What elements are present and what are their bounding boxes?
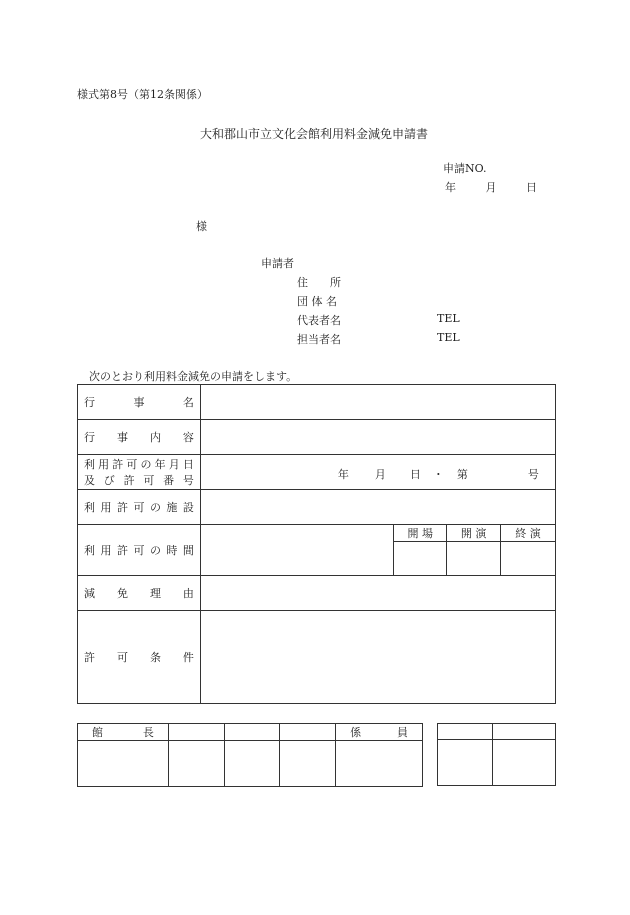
- reduction-reason-label: 減 免 理 由: [78, 576, 201, 611]
- reduction-reason-field[interactable]: [200, 576, 555, 611]
- event-content-field[interactable]: [200, 420, 555, 455]
- director-stamp[interactable]: [78, 741, 169, 787]
- approval-stamp-2[interactable]: [168, 741, 224, 787]
- permit-no-suffix: 号: [527, 468, 539, 481]
- event-name-label: 行 事 名: [78, 385, 201, 420]
- permit-facility-field[interactable]: [200, 490, 555, 525]
- date-month: 月: [485, 181, 497, 194]
- open-time-header: 開 場: [394, 525, 447, 542]
- conditions-field[interactable]: [200, 611, 555, 704]
- page-title: 大和郡山市立文化会館利用料金減免申請書: [200, 127, 429, 141]
- extra-stamp-2[interactable]: [492, 740, 555, 786]
- staff-header: 係 員: [336, 724, 423, 741]
- start-time-header: 開 演: [447, 525, 501, 542]
- applicant-heading: 申請者: [261, 257, 294, 270]
- application-no-label: 申請NO.: [443, 162, 487, 175]
- start-time-field[interactable]: [447, 542, 501, 576]
- applicant-group-label: 団 体 名: [297, 295, 337, 308]
- permit-time-label: 利 用 許 可 の 時 間: [78, 525, 201, 576]
- approval-header-3: [224, 724, 280, 741]
- applicant-contact-label: 担当者名: [297, 333, 341, 346]
- permit-facility-label: 利 用 許 可 の 施 設: [78, 490, 201, 525]
- end-time-field[interactable]: [501, 542, 556, 576]
- applicant-representative-label: 代表者名: [297, 314, 341, 327]
- addressee-suffix: 様: [196, 220, 207, 233]
- approval-stamp-3[interactable]: [224, 741, 280, 787]
- application-table: [77, 384, 556, 704]
- applicant-representative-tel: TEL: [437, 312, 460, 325]
- application-statement: 次のとおり利用料金減免の申請をします。: [89, 370, 298, 383]
- extra-header-1: [438, 724, 493, 740]
- approval-header-4: [280, 724, 336, 741]
- form-number: 様式第8号（第12条関係）: [77, 88, 208, 101]
- conditions-label: 許 可 条 件: [78, 611, 201, 704]
- end-time-header: 終 演: [501, 525, 556, 542]
- permit-no-prefix: 第: [456, 468, 468, 481]
- permit-month: 月: [374, 468, 386, 481]
- date-day: 日: [526, 181, 537, 194]
- date-year: 年: [445, 181, 456, 194]
- permit-date-label: 利 用 許 可 の 年 月 日 及 び 許 可 番 号: [78, 455, 201, 490]
- permit-day: 日: [409, 468, 421, 481]
- application-date: [445, 179, 537, 195]
- permit-dot: ・: [432, 468, 444, 481]
- permit-date-field[interactable]: [200, 455, 555, 490]
- approval-table: [77, 723, 423, 787]
- approval-header-2: [168, 724, 224, 741]
- event-name-field[interactable]: [200, 385, 555, 420]
- applicant-contact-tel: TEL: [437, 331, 460, 344]
- extra-approval-table: [437, 723, 556, 786]
- open-time-field[interactable]: [394, 542, 447, 576]
- applicant-address-label: 住 所: [297, 276, 341, 289]
- approval-stamp-4[interactable]: [280, 741, 336, 787]
- permit-year: 年: [337, 468, 349, 481]
- extra-header-2: [492, 724, 555, 740]
- extra-stamp-1[interactable]: [438, 740, 493, 786]
- permit-time-field[interactable]: [200, 525, 393, 576]
- director-header: 館 長: [78, 724, 169, 741]
- event-content-label: 行 事 内 容: [78, 420, 201, 455]
- staff-stamp[interactable]: [336, 741, 423, 787]
